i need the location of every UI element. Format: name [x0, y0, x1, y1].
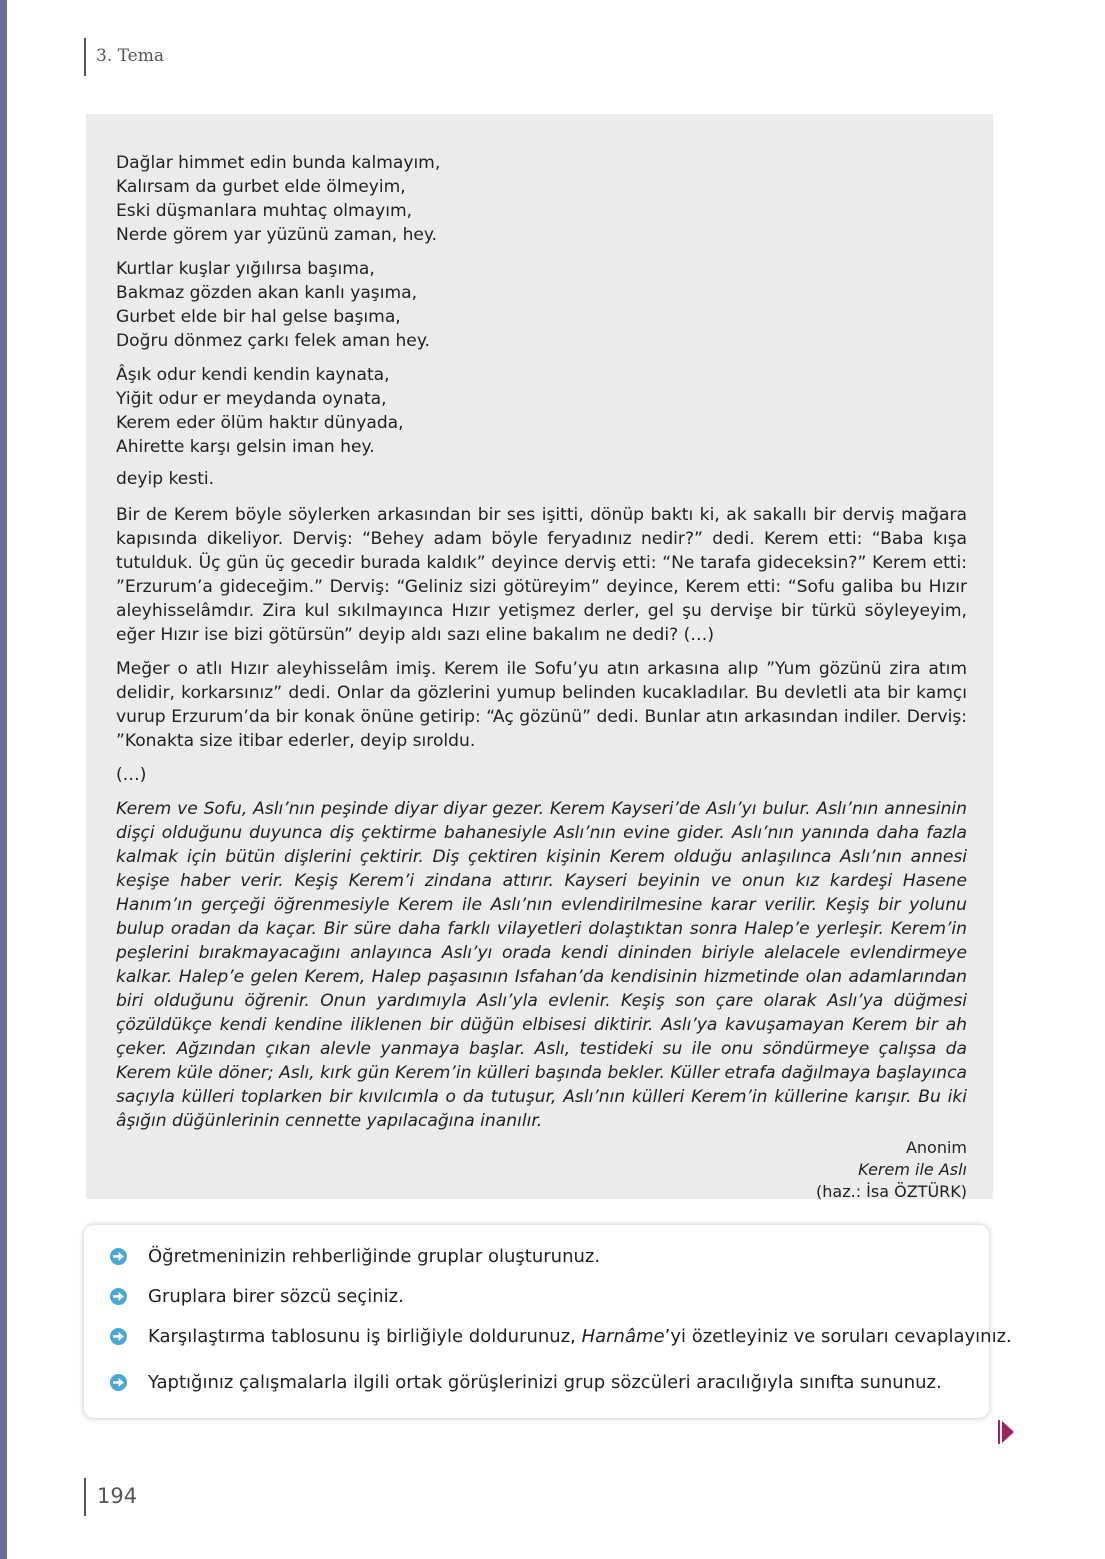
- task-text: Karşılaştırma tablosunu iş birliğiyle doldurunuz, Harnâme’yi özetleyiniz ve soruları cevaplayınız.: [148, 1326, 1012, 1347]
- editor: (haz.: İsa ÖZTÜRK): [816, 1182, 967, 1201]
- task-item: [110, 1326, 1012, 1347]
- poem-stanza: [116, 363, 967, 459]
- ellipsis: (…): [116, 765, 147, 785]
- closing-line: deyip kesti.: [116, 469, 215, 489]
- work-title: Kerem ile Aslı: [858, 1160, 967, 1179]
- author: Anonim: [905, 1138, 967, 1157]
- narrative-paragraph: Meğer o atlı Hızır aleyhisselâm imiş. Kerem ile Sofu’yu atın arkasına alıp ”Yum gözünü zira atım delidir, korkarsınız” dedi. Onlar da gözlerini yumup belinden kucakladılar. Bu devletli ata bir kamçı vurup Erzurum’da bir konak önüne getirip: “Aç gözünü” dedi. Bunlar atın arkasından indiler. Derviş: ”Konakta size itibar ederler, deyip sıroldu.: [116, 659, 967, 751]
- poem-line: Bakmaz gözden akan kanlı yaşıma,: [116, 283, 418, 303]
- attribution: [116, 1137, 967, 1203]
- left-color-stripe: [0, 0, 7, 1559]
- work-name-harname: Harnâme: [581, 1326, 665, 1347]
- task-item: [110, 1286, 404, 1307]
- poem-stanza: [116, 151, 967, 247]
- header-divider: [84, 38, 86, 76]
- reading-text: [116, 151, 967, 1203]
- task-text: Gruplara birer sözcü seçiniz.: [148, 1286, 404, 1307]
- next-page-triangle-icon[interactable]: [998, 1420, 1016, 1448]
- footer-divider: [84, 1478, 86, 1516]
- poem-line: Âşık odur kendi kendin kaynata,: [116, 365, 390, 385]
- task-item: [110, 1246, 600, 1267]
- poem-line: Gurbet elde bir hal gelse başıma,: [116, 307, 401, 327]
- poem-line: Ahirette karşı gelsin iman hey.: [116, 437, 375, 457]
- poem-line: Doğru dönmez çarkı felek aman hey.: [116, 331, 430, 351]
- theme-title: 3. Tema: [96, 46, 164, 66]
- poem-line: Eski düşmanlara muhtaç olmayım,: [116, 201, 413, 221]
- story-summary: Kerem ve Sofu, Aslı’nın peşinde diyar diyar gezer. Kerem Kayseri’de Aslı’yı bulur. Aslı’nın annesinin dişçi olduğunu duyunca diş çektirme bahanesiyle Aslı’nın evine gider. Aslı’nın yanında daha fazla kalmak için bütün dişlerini çektirir. Diş çektiren kişinin Kerem olduğu anlaşılınca Aslı’nın annesi keşişe haber verir. Keşiş Kerem’i zindana attırır. Kayseri beyinin ve onun kız kardeşi Hasene Hanım’ın gerçeği öğrenmesiyle Kerem ile Aslı’nın evlendirilmesine karar verilir. Keşiş bir yolunu bulup oradan da kaçar. Bir süre daha farklı vilayetleri dolaştıktan sonra Halep’e yerleşir. Kerem’in peşlerini bırakmayacağını anlayınca Aslı’yı orada kendi dininden biriyle alelacele evlendirmeye kalkar. Halep’e gelen Kerem, Halep paşasının Isfahan’da kendisinin hizmetinde olan adamlarından biri olduğunu öğrenir. Onun yardımıyla Aslı’yla evlenir. Keşiş son çare olarak Aslı’ya düğmesi çözüldükçe kendi kendine iliklenen bir düğün elbisesi diktirir. Aslı’ya kavuşamayan Kerem bir ah çeker. Ağzından çıkan alevle yanmaya başlar. Aslı, testideki su ile onu söndürmeye çalışsa da Kerem küle döner; Aslı, kırk gün Kerem’in külleri başında bekler. Küller etrafa dağılmaya başlayınca saçıyla külleri toplarken bir kıvılcımla o da tutuşur, Aslı’nın külleri Kerem’in küllerine karışır. Bu iki âşığın düğünlerinin cennette yapılacağına inanılır.: [116, 799, 967, 1131]
- poem-line: Yiğit odur er meydanda oynata,: [116, 389, 387, 409]
- poem-line: Nerde görem yar yüzünü zaman, hey.: [116, 225, 438, 245]
- poem-line: Dağlar himmet edin bunda kalmayım,: [116, 153, 441, 173]
- narrative-paragraph: Bir de Kerem böyle söylerken arkasından bir ses işitti, dönüp baktı ki, ak sakallı bir derviş mağara kapısında dikeliyor. Derviş: “Behey adam böyle feryadınız nedir?” dedi. Kerem etti: “Baba kışa tutulduk. Üç gün üç gecedir burada kaldık” deyince derviş etti: “Ne tarafa gideceksin?” Kerem etti: ”Erzurum’a gideceğim.” Derviş: “Geliniz sizi götüreyim” deyince, Kerem etti: “Sofu galiba bu Hızır aleyhisselâmdır. Zira kul sıkılmayınca Hızır yetişmez derler, gel şu dervişe bir türkü söyleyeyim, eğer Hızır ise bizi götürsün” deyip aldı sazı eline bakalım ne dedi? (…): [116, 505, 967, 645]
- task-item: [110, 1372, 942, 1393]
- task-text: Öğretmeninizin rehberliğinde gruplar oluşturunuz.: [148, 1246, 601, 1267]
- poem-line: Kurtlar kuşlar yığılırsa başıma,: [116, 259, 375, 279]
- arrow-right-circle-icon: [110, 1328, 127, 1345]
- poem-stanza: [116, 257, 967, 353]
- page-number: 194: [97, 1484, 138, 1508]
- arrow-right-circle-icon: [110, 1374, 127, 1391]
- task-text: Yaptığınız çalışmalarla ilgili ortak görüşlerinizi grup sözcüleri aracılığıyla sınıfta sununuz.: [148, 1372, 942, 1393]
- poem-line: Kalırsam da gurbet elde ölmeyim,: [116, 177, 406, 197]
- arrow-right-circle-icon: [110, 1248, 127, 1265]
- arrow-right-circle-icon: [110, 1288, 127, 1305]
- poem-line: Kerem eder ölüm haktır dünyada,: [116, 413, 404, 433]
